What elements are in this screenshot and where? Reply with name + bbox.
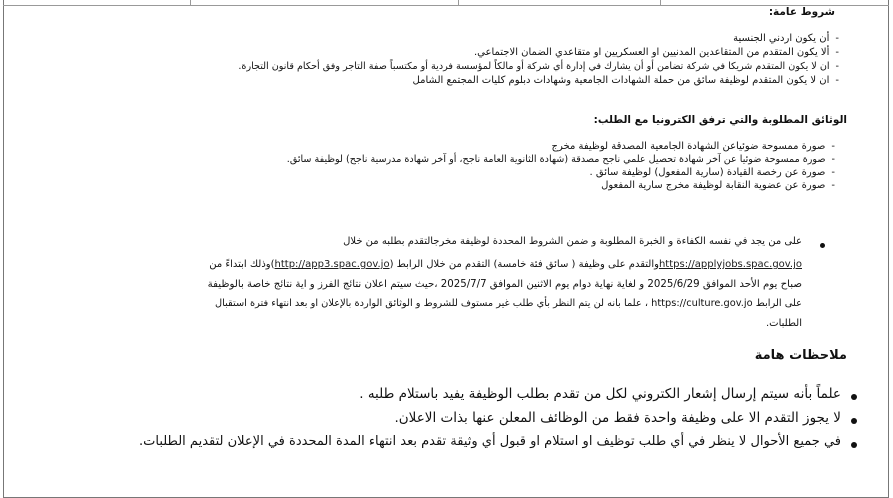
application-text: )وذلك ابتداءً من [209,259,275,270]
application-text: والتقدم على وظيفة ( سائق فئة خامسة) التقدم من خلال الرابط ( [389,259,659,270]
condition-item: - ألا يكون المتقدم من المتقاعدين المدنيين او العسكريين او متقاعدي الضمان الاجتماعي. [474,47,839,59]
bullet-icon [851,394,857,400]
application-text: على من يجد في نفسه الكفاءة و الخبرة المطلوبة و ضمن الشروط المحددة لوظيفة مخرجالتقدم بطلبه من خلال [343,236,802,247]
application-text: على الرابط [755,298,802,309]
application-line [215,298,802,309]
condition-item: - أن يكون اردني الجنسية [733,33,839,45]
document-item: - صورة ممسوحة ضوئيا عن آخر شهادة تحصيل علمي ناجح مصدقة (شهادة الثانوية العامة ناجح، أو آخر شهادة مدرسية ناجح) لوظيفة سائق. [287,154,835,166]
apply-link[interactable]: https://applyjobs.spac.gov.jo [658,259,802,270]
table-divider [458,0,459,6]
bullet-icon [851,418,857,424]
condition-item: - ان لا يكون المتقدم لوظيفة سائق من حملة الشهادات الجامعية وشهادات دبلوم كليات المجتمع الشامل [413,75,839,87]
general-conditions-heading: شروط عامة: [768,6,835,18]
table-divider [190,0,191,6]
table-bottom-edge [3,0,889,6]
application-line: صباح يوم الأحد الموافق 2025/6/29 و لغاية نهاية دوام يوم الاثنين الموافق 2025/7/7 ،حيث سيتم اعلان نتائج الفرز و اية نتائج خاصة بالوظيفة [207,279,802,290]
note-item: في جميع الأحوال لا ينظر في أي طلب توظيف او استلام او قبول أي وثيقة تقدم بعد انتهاء المدة المحددة في الإعلان لتقديم الطلبات. [139,434,841,449]
application-text: ، علما بانه لن يتم النظر بأي طلب غير مستوف للشروط و الوثائق الواردة بالإعلان او بعد انتهاء فترة استقبال [214,298,648,309]
table-divider [660,0,661,6]
important-notes-heading: ملاحظات هامة [754,348,847,363]
condition-item: - ان لا يكون المتقدم شريكا في شركة تضامن أو أن يشارك في إدارة أي شركة أو مالكاً لمؤسسة فردية أو مكتسباً صفة التاجر وفق أحكام قانون التجارة. [238,61,839,73]
culture-link[interactable]: https://culture.gov.jo [651,298,753,309]
required-documents-heading: الوثائق المطلوبة والتي ترفق الكترونيا مع الطلب: [593,114,847,126]
application-line [343,236,802,247]
document-item: - صورة عن رخصة القيادة (سارية المفعول) لوظيفة سائق . [590,167,836,179]
app3-link[interactable]: http://app3.spac.gov.jo [274,259,390,270]
note-item: لا يجوز التقدم الا على وظيفة واحدة فقط من الوظائف المعلن عنها بذات الاعلان. [394,410,841,426]
document-item: - صورة عن عضوية النقابة لوظيفة مخرج سارية المفعول [601,180,835,192]
note-item: علماً بأنه سيتم إرسال إشعار الكتروني لكل من تقدم بطلب الوظيفة يفيد باستلام طلبه . [359,386,841,402]
document-item: - صورة ممسوحة ضوئياعن الشهادة الجامعية المصدقة لوظيفة مخرج [552,141,835,153]
bullet-icon [851,442,857,448]
bullet-icon [820,243,825,248]
application-line [209,259,802,270]
application-line: الطلبات. [766,318,802,329]
